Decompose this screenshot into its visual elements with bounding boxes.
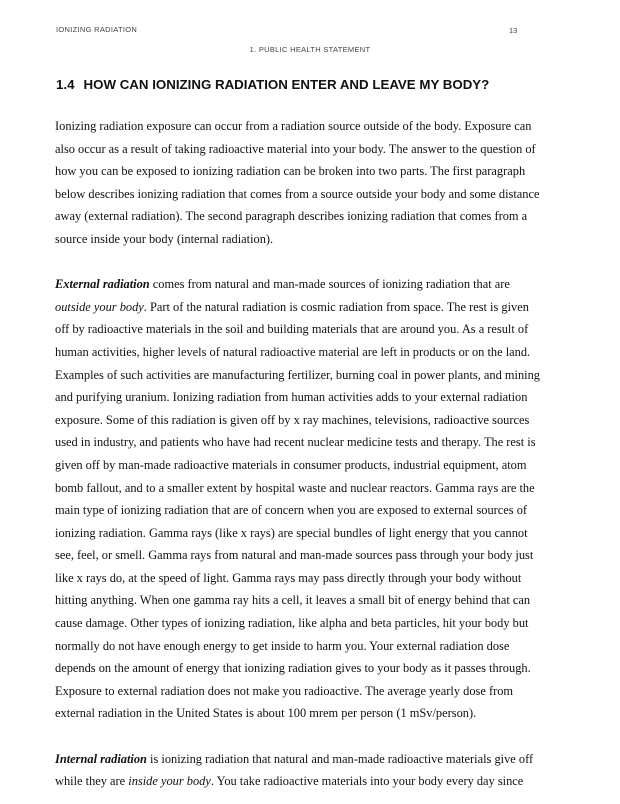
chapter-heading: 1. PUBLIC HEALTH STATEMENT [249,45,371,54]
paragraph-line: like x rays do, at the speed of light. Gamma rays may pass directly through your body without [55,570,522,585]
paragraph-line: cause damage. Other types of ionizing radiation, like alpha and beta particles, hit your body but [55,616,529,631]
section-number: 1.4 [56,77,75,92]
paragraph-line [55,748,595,771]
paragraph-line: Examples of such activities are manufacturing fertilizer, burning coal in power plants, and mining [55,367,540,382]
paragraph-line [55,273,595,296]
body-text [55,115,595,793]
page-number: 13 [509,26,518,35]
paragraph-line: main type of ionizing radiation that are of concern when you are exposed to external sources of [55,503,528,518]
paragraph-line: given off by man-made radioactive materials in consumer products, industrial equipment, atom [55,457,527,472]
running-head: IONIZING RADIATION [56,25,138,34]
paragraph-line [55,296,595,319]
paragraph-line: below describes ionizing radiation that comes from a source outside your body and some distance [55,186,540,201]
term-internal-radiation: Internal radiation [55,751,147,766]
section-title: HOW CAN IONIZING RADIATION ENTER AND LEAVE MY BODY? [83,77,490,92]
paragraph-line: hitting anything. When one gamma ray hits a cell, it leaves a small bit of energy behind that can [55,593,531,608]
line-text: comes from natural and man-made sources of ionizing radiation that are [149,277,510,292]
paragraph-line: used in industry, and patients who have had recent nuclear medicine tests and therapy. The rest is [55,435,536,450]
paragraph-line: bomb fallout, and to a smaller extent by hospital waste and nuclear reactors. Gamma rays are the [55,480,535,495]
paragraph-line: off by radioactive materials in the soil and building materials that are around you. As a result of [55,322,529,337]
paragraph-line: normally do not have enough energy to get inside to harm you. Your external radiation dose [55,638,510,653]
paragraph-line: see, feel, or smell. Gamma rays from natural and man-made sources pass through your body just [55,548,534,563]
paragraph-line [55,770,595,793]
intro-paragraph [55,115,595,251]
paragraph-line: also occur as a result of taking radioactive material into your body. The answer to the question of [55,141,536,156]
paragraph-line: Ionizing radiation exposure can occur from a radiation source outside of the body. Exposure can [55,119,532,133]
paragraph-line: how you can be exposed to ionizing radiation can be broken into two parts. The first paragraph [55,164,526,179]
paragraph-line: Exposure to external radiation does not make you radioactive. The average yearly dose from [55,683,514,698]
line-text: . You take radioactive materials into your body every day since [210,774,524,789]
paragraph-line: and purifying uranium. Ionizing radiation from human activities adds to your external radiation [55,390,528,405]
external-radiation-paragraph [55,273,595,725]
emphasis-inside-your-body: inside your body [128,774,211,789]
paragraph-line: away (external radiation). The second paragraph describes ionizing radiation that comes from a [55,209,528,224]
line-text: while they are [55,774,129,789]
paragraph-line: human activities, higher levels of natural radioactive material are left in products or on the land. [55,344,531,359]
line-text: is ionizing radiation that natural and man-made radioactive materials give off [146,751,534,766]
paragraph-line: source inside your body (internal radiation). [55,231,274,246]
paragraph-line: depends on the amount of energy that ionizing radiation gives to your body as it passes through. [55,661,531,676]
paragraph-line: ionizing radiation. Gamma rays (like x rays) are special bundles of light energy that you cannot [55,525,528,540]
section-heading [56,76,489,94]
internal-radiation-paragraph [55,748,595,793]
emphasis-outside-your-body: outside your body [55,299,144,314]
paragraph-line: external radiation in the United States is about 100 mrem per person (1 mSv/person). [55,706,477,721]
term-external-radiation: External radiation [55,277,150,292]
paragraph-line: exposure. Some of this radiation is given off by x ray machines, televisions, radioactive sources [55,412,530,427]
line-text: . Part of the natural radiation is cosmic radiation from space. The rest is given [143,299,529,314]
